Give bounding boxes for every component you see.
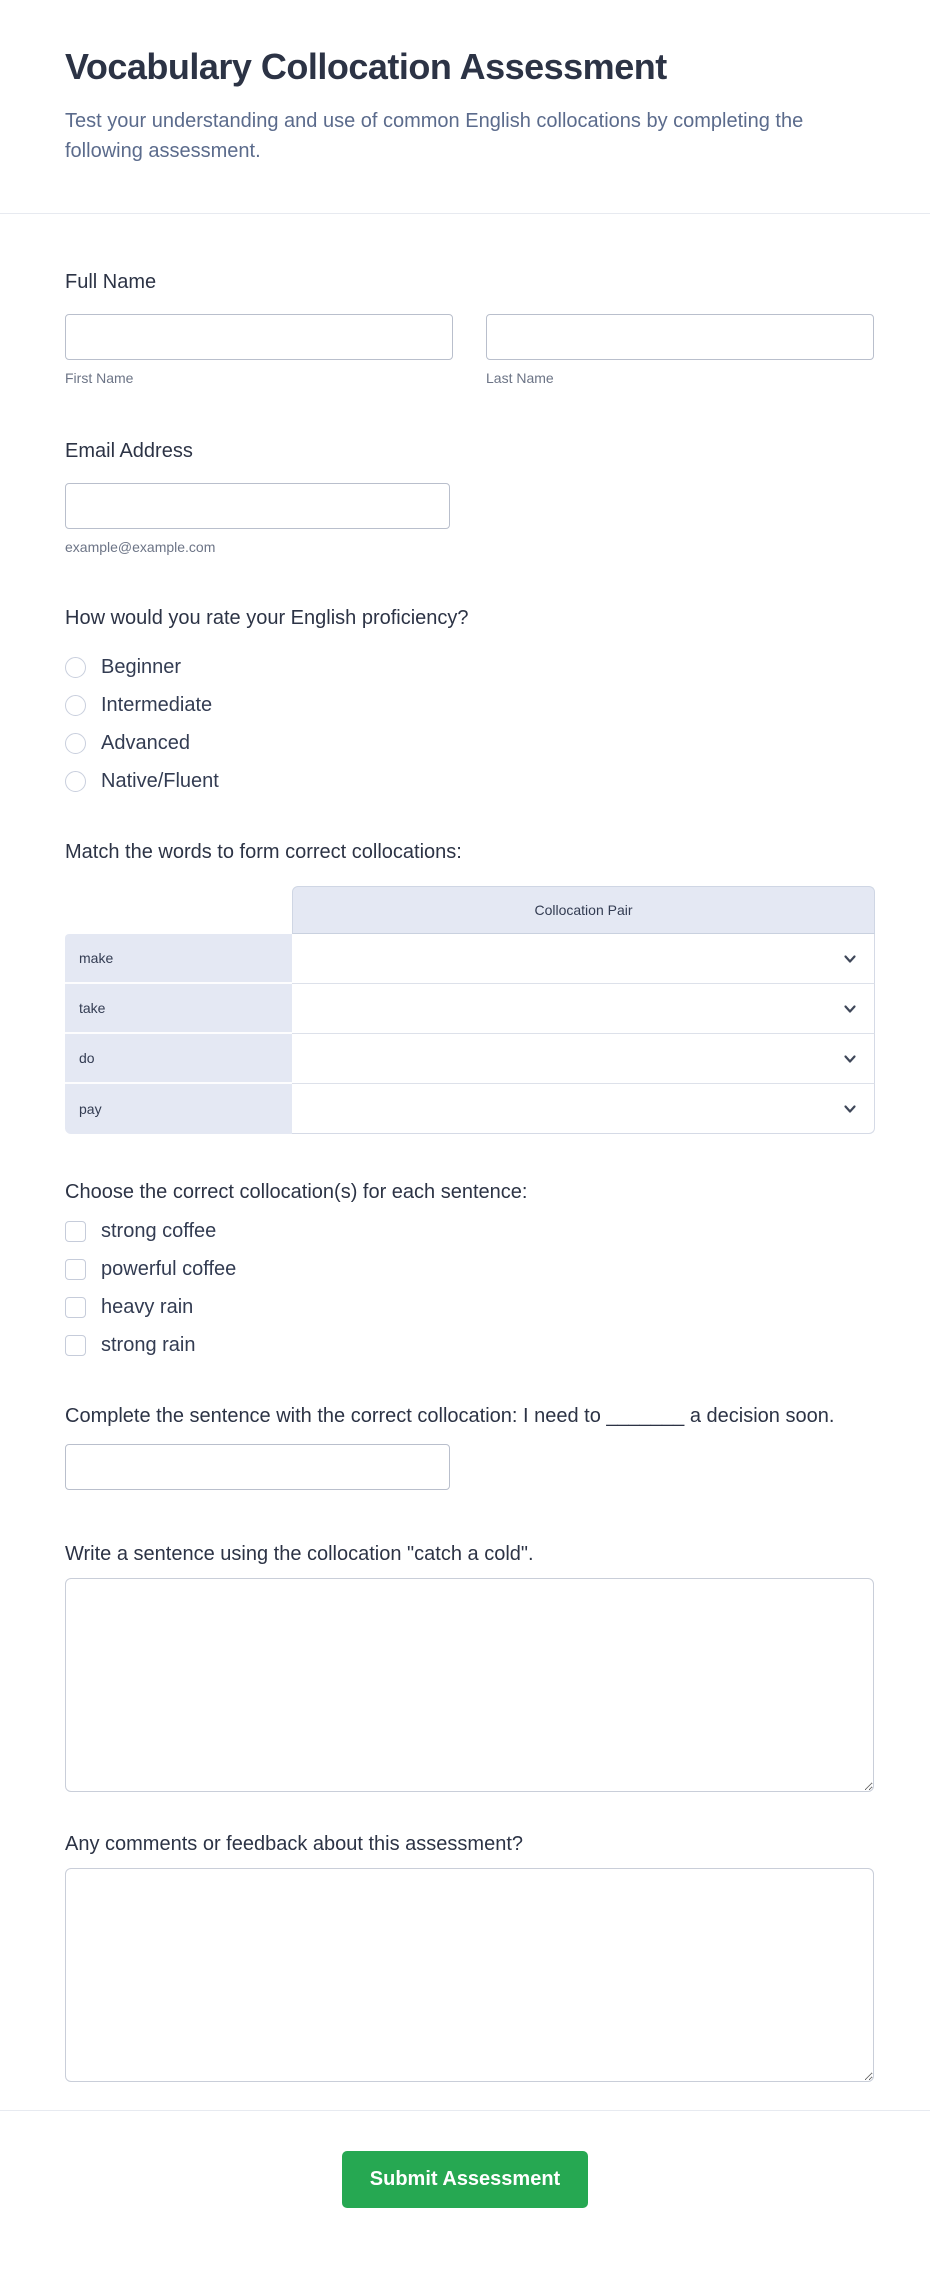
checkbox-icon[interactable] <box>65 1335 86 1356</box>
matching-table <box>65 886 875 1134</box>
header-divider <box>0 213 930 214</box>
matching-label: Match the words to form correct collocations: <box>65 841 462 863</box>
full-name-label: Full Name <box>65 271 157 293</box>
collocation-select-do[interactable] <box>292 1034 875 1084</box>
collocation-select-take[interactable] <box>292 984 875 1034</box>
form-header <box>0 0 930 213</box>
radio-icon[interactable] <box>65 695 86 716</box>
question-proficiency <box>65 606 875 800</box>
matching-column-header: Collocation Pair <box>292 886 875 934</box>
email-label: Email Address <box>65 440 193 462</box>
checkbox-option-strong-coffee[interactable] <box>65 1212 875 1250</box>
checkbox-option-heavy-rain[interactable] <box>65 1288 875 1326</box>
match-row-label-do: do <box>65 1034 292 1084</box>
chevron-down-icon[interactable] <box>842 1001 858 1017</box>
submit-button[interactable]: Submit Assessment <box>342 2151 588 2208</box>
match-row-label-take: take <box>65 984 292 1034</box>
question-matching <box>65 840 875 1134</box>
last-name-input[interactable] <box>486 314 874 360</box>
checkbox-option-powerful-coffee[interactable] <box>65 1250 875 1288</box>
question-email <box>65 439 875 556</box>
form-title: Vocabulary Collocation Assessment <box>65 46 667 87</box>
radio-icon[interactable] <box>65 771 86 792</box>
question-full-name <box>65 270 875 387</box>
chevron-down-icon[interactable] <box>842 1101 858 1117</box>
checkbox-icon[interactable] <box>65 1221 86 1242</box>
question-comments <box>65 1832 875 2082</box>
proficiency-options <box>65 648 875 800</box>
question-write-sentence <box>65 1542 875 1792</box>
match-row-label-pay: pay <box>65 1084 292 1134</box>
radio-icon[interactable] <box>65 657 86 678</box>
checkbox-option-label: strong coffee <box>101 1220 217 1242</box>
comments-label: Any comments or feedback about this assessment? <box>65 1833 524 1855</box>
form-body <box>0 270 930 2110</box>
matching-table-body <box>65 934 875 1134</box>
radio-option-label: Native/Fluent <box>101 770 219 792</box>
write-sentence-label: Write a sentence using the collocation "catch a cold". <box>65 1543 534 1565</box>
choose-label: Choose the correct collocation(s) for each sentence: <box>65 1181 528 1203</box>
complete-sentence-input[interactable] <box>65 1444 450 1490</box>
write-sentence-textarea[interactable] <box>65 1578 874 1792</box>
choose-options <box>65 1212 875 1364</box>
chevron-down-icon[interactable] <box>842 951 858 967</box>
collocation-select-pay[interactable] <box>292 1084 875 1134</box>
question-complete-sentence <box>65 1404 875 1490</box>
radio-option-beginner[interactable] <box>65 648 875 686</box>
radio-option-label: Advanced <box>101 732 190 754</box>
radio-option-native-fluent[interactable] <box>65 762 875 800</box>
complete-sentence-label: Complete the sentence with the correct collocation: I need to _______ a decision soon. <box>65 1405 835 1427</box>
question-choose <box>65 1180 875 1364</box>
checkbox-icon[interactable] <box>65 1259 86 1280</box>
email-input[interactable] <box>65 483 450 529</box>
last-name-column <box>486 314 874 387</box>
radio-option-label: Intermediate <box>101 694 213 716</box>
name-row <box>65 314 875 387</box>
radio-option-label: Beginner <box>101 656 182 678</box>
form-subtitle: Test your understanding and use of common English collocations by completing the following assessment. <box>65 110 804 162</box>
matching-corner-spacer <box>65 886 292 934</box>
radio-option-advanced[interactable] <box>65 724 875 762</box>
checkbox-icon[interactable] <box>65 1297 86 1318</box>
first-name-column <box>65 314 453 387</box>
collocation-select-make[interactable] <box>292 934 875 984</box>
checkbox-option-strong-rain[interactable] <box>65 1326 875 1364</box>
email-sublabel: example@example.com <box>65 539 216 555</box>
matching-table-head <box>65 886 875 934</box>
checkbox-option-label: powerful coffee <box>101 1258 237 1280</box>
radio-option-intermediate[interactable] <box>65 686 875 724</box>
comments-textarea[interactable] <box>65 1868 874 2082</box>
chevron-down-icon[interactable] <box>842 1051 858 1067</box>
radio-icon[interactable] <box>65 733 86 754</box>
form-footer <box>0 2111 930 2259</box>
first-name-input[interactable] <box>65 314 453 360</box>
match-row-label-make: make <box>65 934 292 984</box>
first-name-sublabel: First Name <box>65 370 134 386</box>
checkbox-option-label: heavy rain <box>101 1296 194 1318</box>
proficiency-label: How would you rate your English proficiency? <box>65 607 469 629</box>
last-name-sublabel: Last Name <box>486 370 554 386</box>
checkbox-option-label: strong rain <box>101 1334 196 1356</box>
